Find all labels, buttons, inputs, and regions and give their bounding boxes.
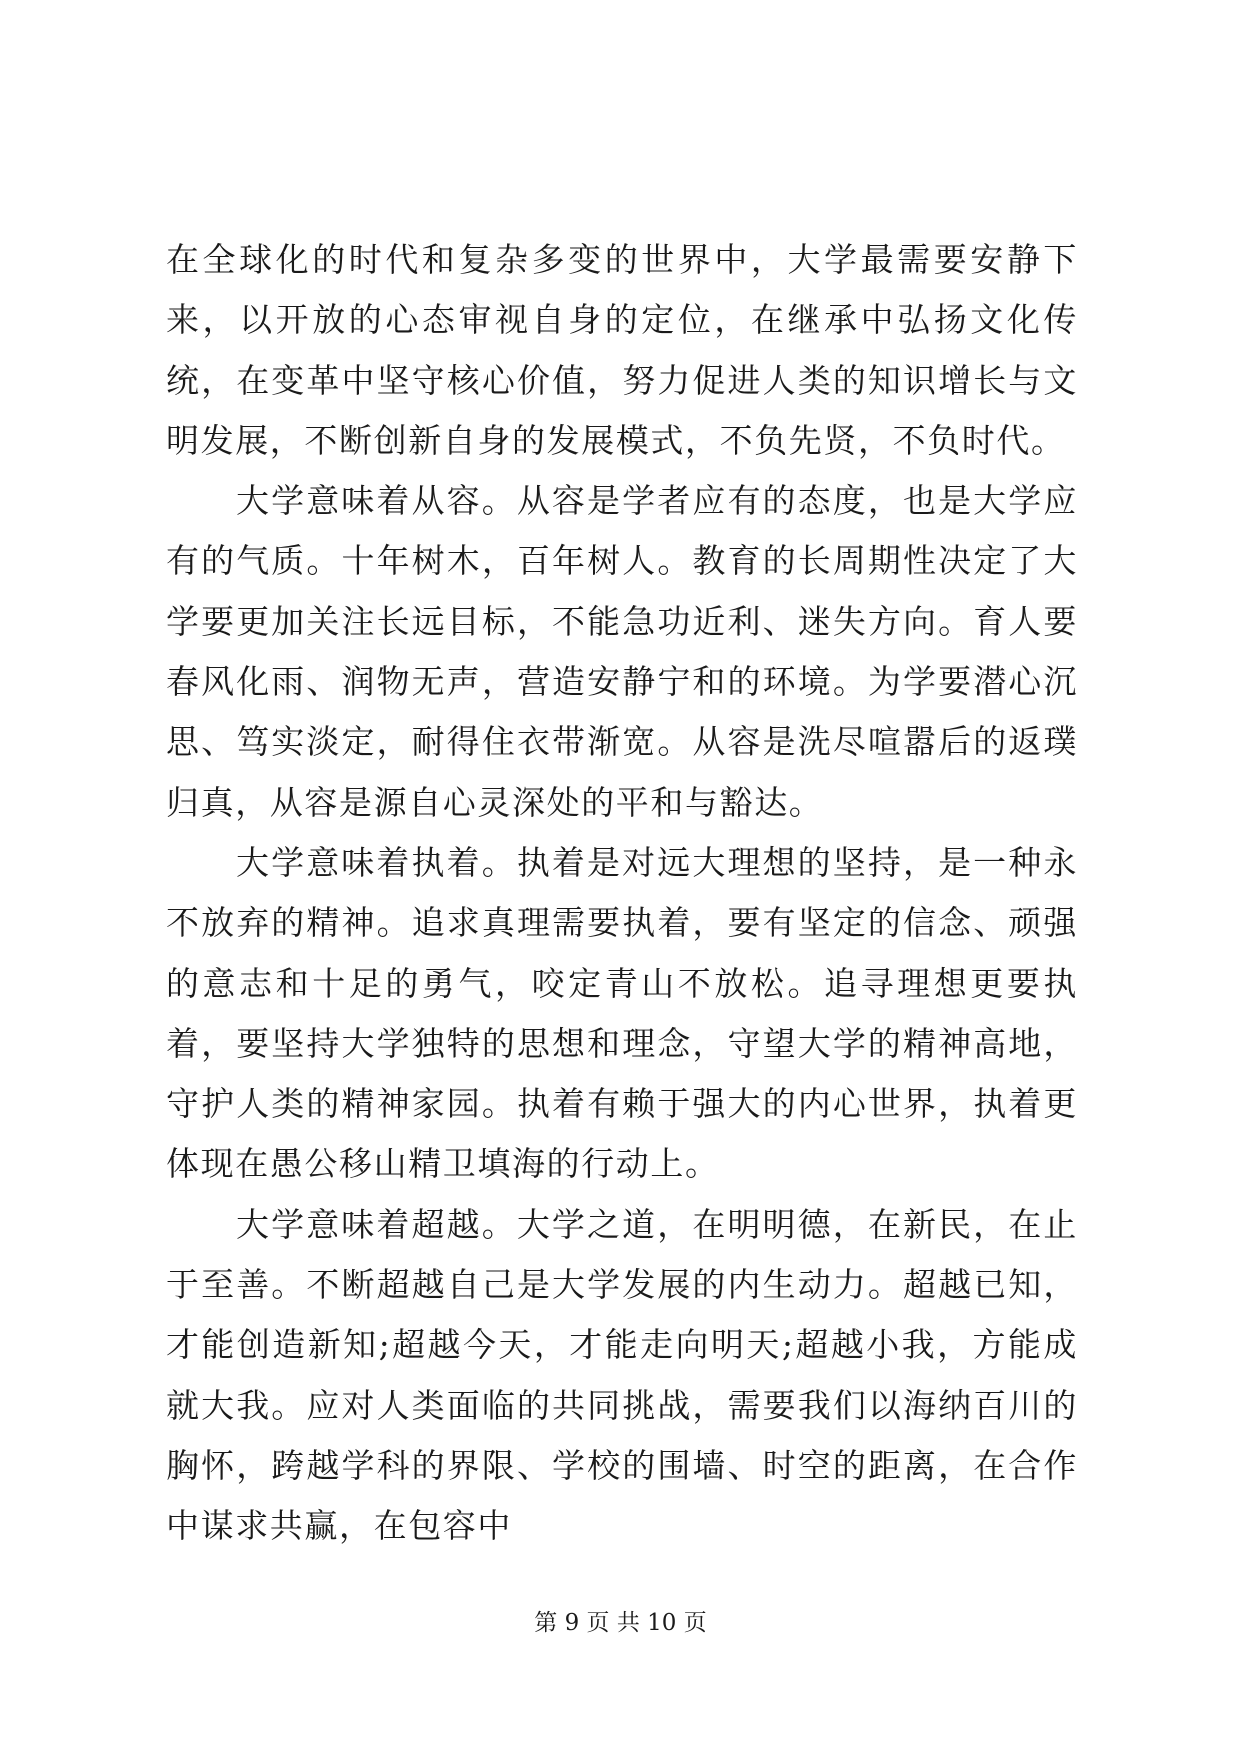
paragraph-2: 大学意味着从容。从容是学者应有的态度，也是大学应有的气质。十年树木，百年树人。教育的长周期性决定了大学要更加关注长远目标，不能急功近利、迷失方向。育人要春风化雨、润物无声，营造安静宁和的环境。为学要潜心沉思、笃实淡定，耐得住衣带渐宽。从容是洗尽喧嚣后的返璞归真，从容是源自心灵深处的平和与豁达。 <box>166 481 1078 822</box>
page-number-footer: 第 9 页 共 10 页 <box>534 1610 707 1636</box>
paragraph-1: 在全球化的时代和复杂多变的世界中，大学最需要安静下来，以开放的心态审视自身的定位，在继承中弘扬文化传统，在变革中坚守核心价值，努力促进人类的知识增长与文明发展，不断创新自身的发展模式，不负先贤，不负时代。 <box>166 240 1078 460</box>
paragraph-4: 大学意味着超越。大学之道，在明明德，在新民，在止于至善。不断超越自己是大学发展的内生动力。超越已知，才能创造新知;超越今天，才能走向明天;超越小我，方能成就大我。应对人类面临的共同挑战，需要我们以海纳百川的胸怀，跨越学科的界限、学校的围墙、时空的距离，在合作中谋求共赢，在包容中 <box>166 1204 1078 1546</box>
body-text <box>166 230 1078 1557</box>
paragraph-3: 大学意味着执着。执着是对远大理想的坚持，是一种永不放弃的精神。追求真理需要执着，要有坚定的信念、顽强的意志和十足的勇气，咬定青山不放松。追寻理想更要执着，要坚持大学独特的思想和理念，守望大学的精神高地，守护人类的精神家园。执着有赖于强大的内心世界，执着更体现在愚公移山精卫填海的行动上。 <box>166 842 1078 1184</box>
